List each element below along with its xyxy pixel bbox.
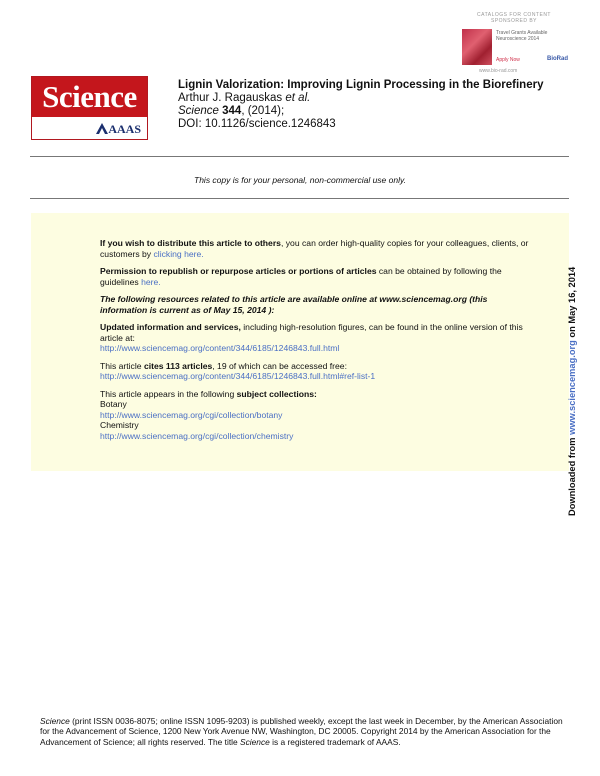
cites-text: , 19 of which can be accessed free:	[212, 360, 347, 371]
subjects-prefix: This article appears in the following	[100, 388, 237, 399]
permission-text: can be obtained by following the guidelines	[100, 266, 502, 287]
distribute-text: , you can order high-quality copies for your colleagues, clients, or customers by	[100, 238, 529, 259]
journal-name: Science	[178, 105, 219, 117]
personal-use-notice: This copy is for your personal, non-commercial use only.	[194, 175, 406, 185]
citation	[178, 105, 543, 118]
volume: 344	[222, 105, 242, 117]
ad-brand: BioRad	[547, 56, 568, 62]
sciencemag-link[interactable]: www.sciencemag.org	[567, 340, 577, 435]
footer-journal: Science	[240, 736, 270, 747]
footer-text: is a registered trademark of AAAS.	[269, 736, 401, 747]
clicking-here-link[interactable]: clicking here.	[153, 248, 204, 259]
collection-link[interactable]: http://www.sciencemag.org/cgi/collection/chemistry	[100, 430, 294, 441]
guidelines-link[interactable]: here.	[141, 276, 161, 287]
divider-middle	[30, 198, 569, 199]
cites-count: cites 113 articles	[143, 360, 213, 371]
sponsor-ad[interactable]	[459, 12, 569, 74]
info-panel-content	[100, 238, 530, 448]
subjects-heading: subject collections:	[236, 388, 317, 399]
download-date: on May 16, 2014	[567, 266, 577, 341]
download-notice	[567, 256, 577, 516]
collection-link[interactable]: http://www.sciencemag.org/cgi/collection/botany	[100, 409, 283, 420]
distribute-heading: If you wish to distribute this article to others	[100, 238, 281, 248]
permission-heading: Permission to republish or repurpose articles or portions of articles	[100, 266, 377, 276]
aaas-logo	[96, 122, 141, 137]
science-logo[interactable]	[31, 76, 148, 140]
year: , (2014);	[241, 105, 285, 117]
updated-block	[100, 322, 530, 354]
full-text-link[interactable]: http://www.sciencemag.org/content/344/6185/1246843.full.html	[100, 343, 340, 353]
publication-footer	[40, 716, 565, 747]
footer-journal: Science	[40, 716, 70, 726]
ad-line: Neuroscience 2014	[496, 36, 540, 42]
ad-url[interactable]: www.bio-rad.com	[479, 68, 518, 74]
article-authors	[178, 92, 543, 105]
aaas-text: AAAS	[108, 122, 141, 136]
et-al: et al.	[285, 92, 311, 104]
references-link[interactable]: http://www.sciencemag.org/content/344/6185/1246843.full.html#ref-list-1	[100, 371, 376, 381]
updated-heading: Updated information and services,	[100, 322, 241, 332]
logo-wordmark: Science	[42, 79, 137, 114]
ad-sponsor-line: SPONSORED BY	[490, 18, 537, 24]
ad-image	[462, 29, 492, 65]
updated-text: including high-resolution figures, can be found in the online version of this article at:	[100, 322, 523, 343]
resources-note: The following resources related to this article are available online at www.sciencemag.org (this information is current as of May 15, 2014 ):	[100, 294, 488, 315]
footer-text: (print ISSN 0036-8075; online ISSN 1095-9203) is published weekly, except the last week in December, by the American Association for the Advancement of Science, 1200 New York Avenue NW, Washington, DC 20005. Copyright 2014 by the American Association for the Advancement of Science; all rights reserved. The title	[40, 716, 563, 747]
cites-prefix: This article	[100, 360, 144, 371]
distribute-block	[100, 238, 530, 259]
cites-block	[100, 361, 530, 382]
ad-text	[496, 30, 568, 42]
download-prefix: Downloaded from	[567, 434, 577, 516]
permission-block	[100, 266, 530, 287]
subjects-block	[100, 389, 530, 442]
ad-line: Travel Grants Available	[496, 30, 548, 36]
author: Arthur J. Ragauskas	[178, 92, 283, 104]
collection-name: Chemistry	[100, 420, 139, 430]
ad-sponsor-line: CATALOGS FOR CONTENT	[477, 12, 551, 18]
divider-top	[30, 156, 569, 157]
ad-apply-link[interactable]: Apply Now	[496, 57, 520, 63]
doi: DOI: 10.1126/science.1246843	[178, 118, 336, 130]
article-meta	[178, 79, 543, 131]
aaas-a-icon	[96, 123, 108, 134]
article-title: Lignin Valorization: Improving Lignin Processing in the Biorefinery	[178, 79, 544, 91]
collection-name: Botany	[100, 399, 127, 409]
